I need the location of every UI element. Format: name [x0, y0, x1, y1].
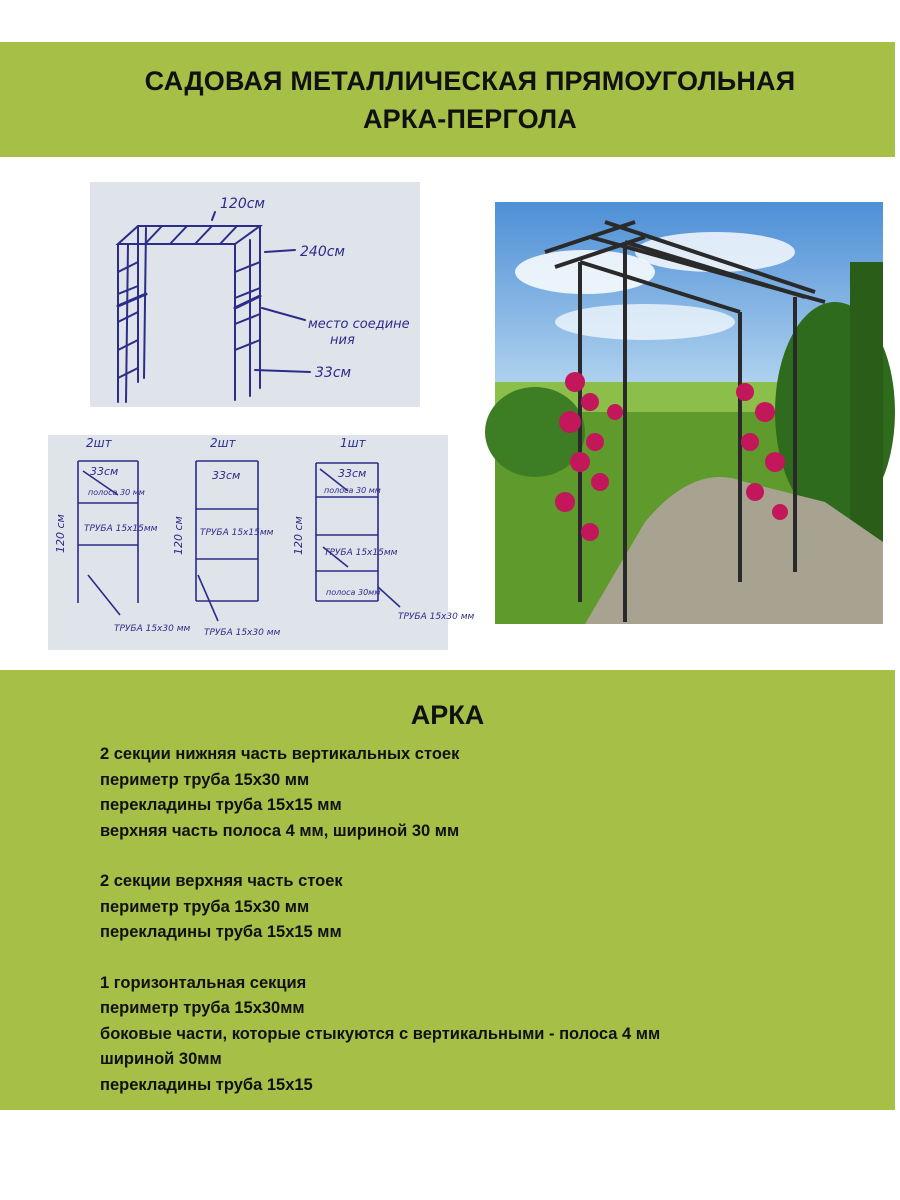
- arch-garden-photo: [495, 202, 883, 624]
- dim-length-label: 240см: [300, 244, 345, 260]
- title-line-2: АРКА-ПЕРГОЛА: [362, 103, 578, 134]
- panel-3-bottom-strip: полоса 30мм: [326, 588, 381, 597]
- panel-2-height: 120 см: [172, 516, 185, 555]
- spec-line: периметр труба 15х30 мм: [100, 770, 310, 789]
- title-line-1: САДОВАЯ МЕТАЛЛИЧЕСКАЯ ПРЯМОУГОЛЬНАЯ: [144, 65, 796, 96]
- spec-group-2: [100, 869, 860, 946]
- spec-group-1: [100, 742, 860, 844]
- panel-3-height: 120 см: [292, 516, 305, 555]
- panel-2-inner: ТРУБА 15х15мм: [200, 528, 274, 538]
- specs-body: [100, 742, 860, 1123]
- panel-3-count: 1шт: [340, 436, 366, 450]
- spec-line: боковые части, которые стыкуются с вертикальными - полоса 4 мм: [100, 1024, 661, 1043]
- spec-line: шириной 30мм: [100, 1050, 222, 1068]
- joint-label-2: ния: [330, 333, 355, 348]
- panels-sketch-drawing: [48, 435, 475, 650]
- panel-1-labels: [54, 436, 190, 634]
- panel-3-inner: ТРУБА 15х15мм: [324, 548, 398, 558]
- spec-line: верхняя часть полоса 4 мм, шириной 30 мм: [100, 821, 460, 840]
- panel-1-count: 2шт: [86, 436, 112, 450]
- spec-line: перекладины труба 15х15 мм: [100, 923, 342, 941]
- panel-2-outer: ТРУБА 15х30 мм: [204, 628, 281, 638]
- spec-line: периметр труба 15х30 мм: [100, 897, 310, 916]
- panel-2-top: 33см: [212, 469, 241, 482]
- spec-line: периметр труба 15х30мм: [100, 999, 305, 1017]
- panel-1-strip: полоса 30 мм: [88, 488, 145, 497]
- spec-line: перекладины труба 15х15 мм: [100, 796, 342, 814]
- joint-label-1: место соедине: [308, 317, 410, 332]
- panels-sketch: [48, 435, 475, 650]
- panel-3-strip: полоса 30 мм: [324, 486, 381, 495]
- arch-sketch: [90, 182, 420, 407]
- specs-heading: АРКА: [410, 700, 485, 730]
- panel-1-outer: ТРУБА 15х30 мм: [114, 624, 191, 634]
- spec-line: 2 секции нижняя часть вертикальных стоек: [100, 745, 460, 763]
- arch-sketch-drawing: [90, 182, 420, 407]
- arch-photo-illustration: [495, 202, 883, 624]
- panel-1-top: 33см: [90, 465, 119, 478]
- specs-panel: [0, 670, 895, 1110]
- panel-2-count: 2шт: [210, 436, 236, 450]
- panel-1-inner: ТРУБА 15х15мм: [84, 524, 158, 534]
- spec-line: перекладины труба 15х15: [100, 1075, 313, 1094]
- dim-width-label: 120см: [220, 196, 265, 212]
- panel-1-height: 120 см: [54, 514, 67, 553]
- spec-line: 2 секции верхняя часть стоек: [100, 872, 343, 890]
- panel-3-outer: ТРУБА 15х30 мм: [398, 612, 475, 622]
- panel-3-labels: [292, 436, 474, 622]
- spec-line: 1 горизонтальная секция: [100, 973, 307, 992]
- panel-3-top: 33см: [338, 467, 367, 480]
- panel-2-labels: [172, 436, 280, 638]
- dim-step-label: 33см: [315, 365, 352, 381]
- title-banner: [0, 42, 895, 157]
- spec-group-3: [100, 971, 860, 1099]
